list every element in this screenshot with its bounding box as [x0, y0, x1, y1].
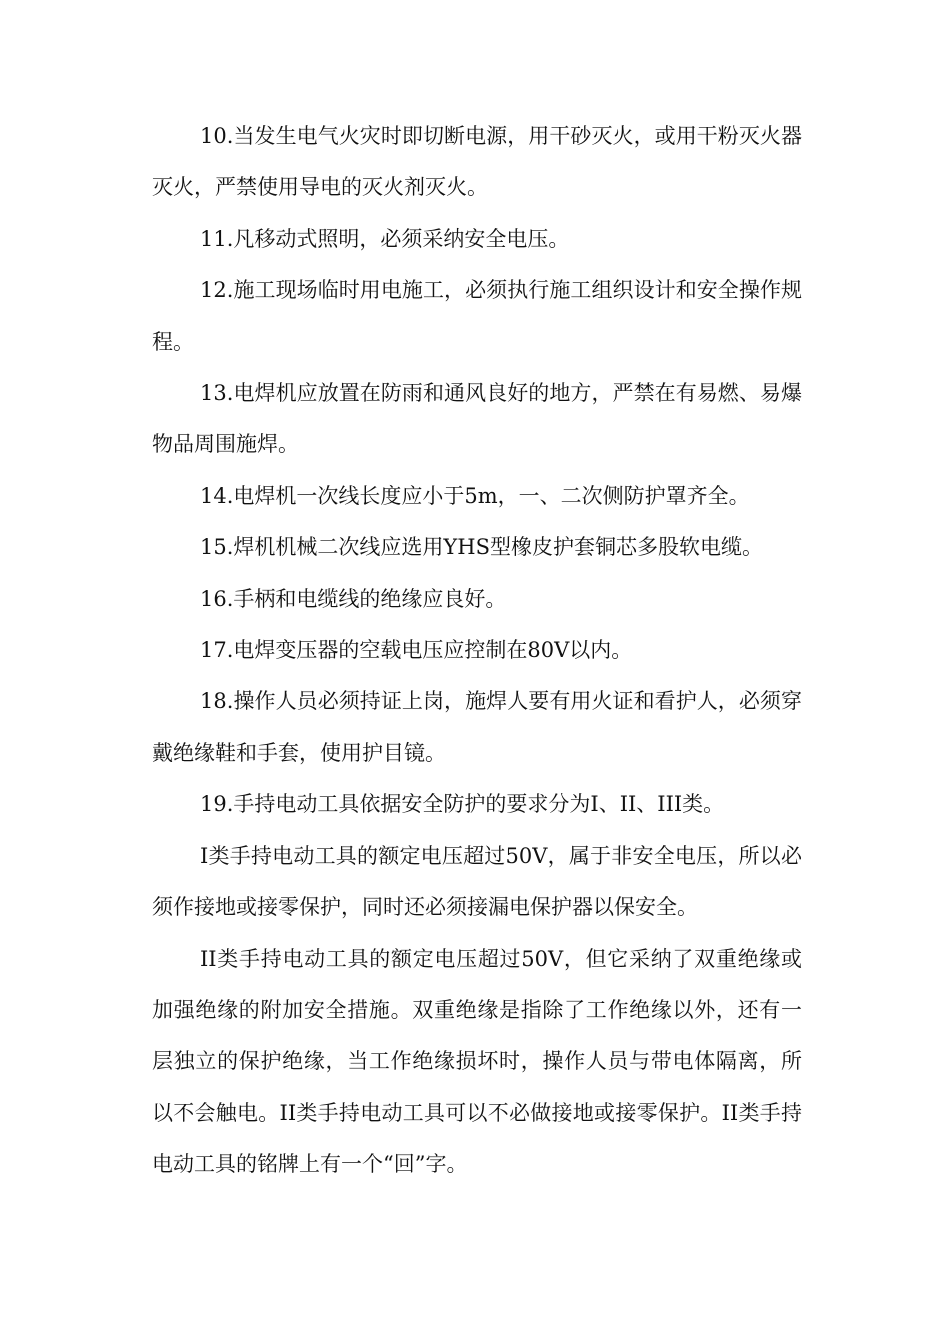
document-body	[152, 111, 802, 1191]
paragraph-class-i: I类手持电动工具的额定电压超过50V，属于非安全电压，所以必须作接地或接零保护，同时还必须接漏电保护器以保安全。	[152, 843, 802, 920]
paragraph-16: 16.手柄和电缆线的绝缘应良好。	[200, 586, 507, 611]
paragraph-19: 19.手持电动工具依据安全防护的要求分为I、II、III类。	[200, 792, 725, 817]
paragraph-14: 14.电焊机一次线长度应小于5m，一、二次侧防护罩齐全。	[200, 483, 750, 508]
paragraph-17: 17.电焊变压器的空载电压应控制在80V以内。	[200, 638, 633, 663]
paragraph-class-ii: II类手持电动工具的额定电压超过50V，但它采纳了双重绝缘或加强绝缘的附加安全措施。双重绝缘是指除了工作绝缘以外，还有一层独立的保护绝缘，当工作绝缘损坏时，操作人员与带电体隔离，所以不会触电。II类手持电动工具可以不必做接地或接零保护。II类手持电动工具的铭牌上有一个“回”字。	[152, 946, 802, 1177]
paragraph-13: 13.电焊机应放置在防雨和通风良好的地方，严禁在有易燃、易爆物品周围施焊。	[152, 381, 802, 457]
paragraph-12: 12.施工现场临时用电施工，必须执行施工组织设计和安全操作规程。	[152, 278, 802, 354]
paragraph-18: 18.操作人员必须持证上岗，施焊人要有用火证和看护人，必须穿戴绝缘鞋和手套，使用护目镜。	[152, 689, 802, 765]
paragraph-11: 11.凡移动式照明，必须采纳安全电压。	[200, 226, 570, 251]
paragraph-15: 15.焊机机械二次线应选用YHS型橡皮护套铜芯多股软电缆。	[200, 535, 763, 560]
paragraph-10: 10.当发生电气火灾时即切断电源，用干砂灭火，或用干粉灭火器灭火，严禁使用导电的灭火剂灭火。	[152, 124, 802, 200]
